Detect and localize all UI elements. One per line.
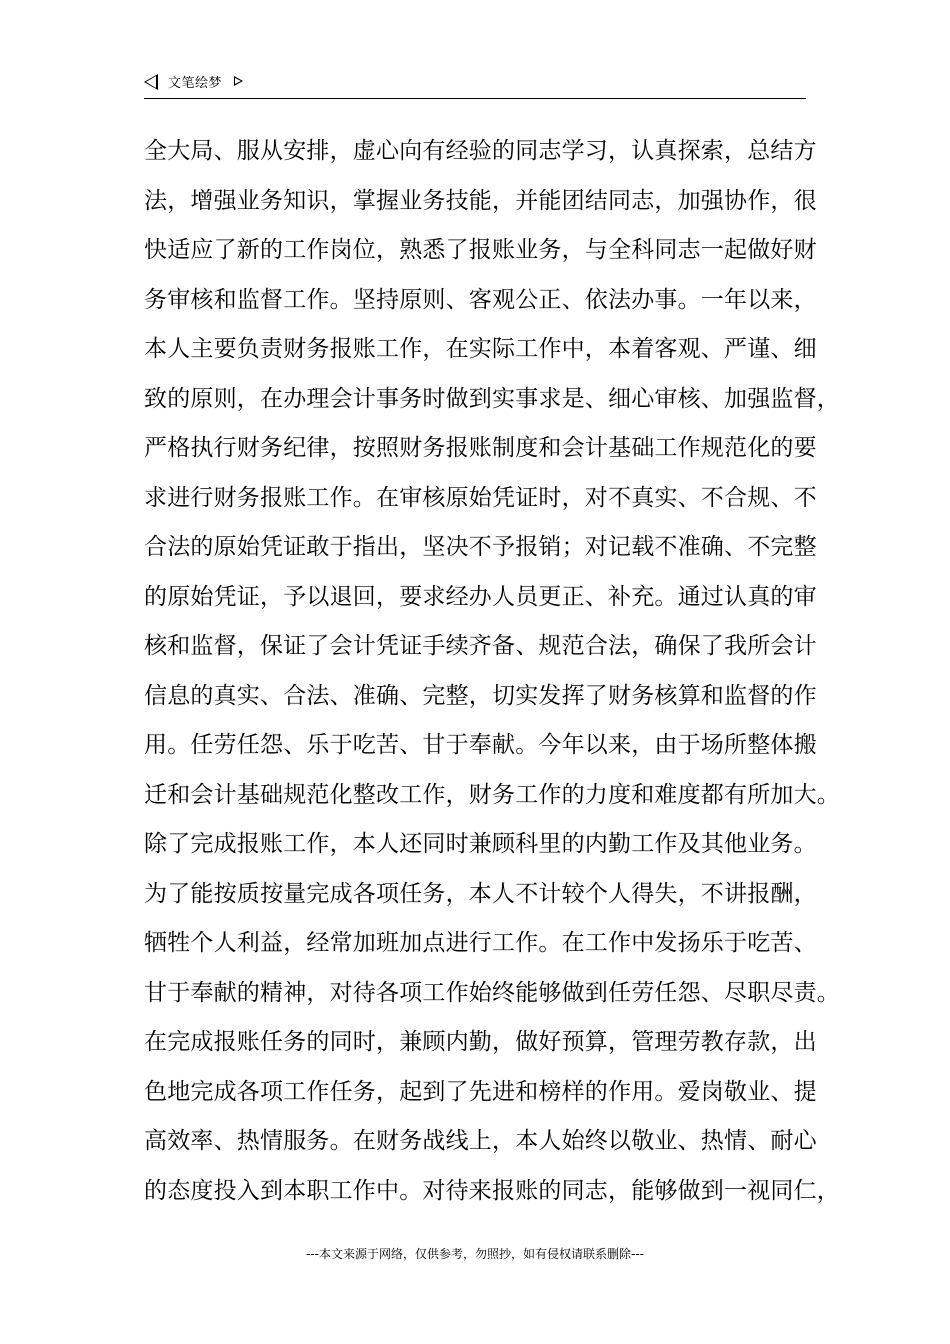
body-line: 为了能按质按量完成各项任务，本人不计较个人得失，不讲报酬， — [144, 880, 817, 907]
triangle-right-icon — [234, 76, 243, 86]
body-line: 严格执行财务纪律，按照财务报账制度和会计基础工作规范化的要 — [144, 435, 817, 461]
body-line: 核和监督，保证了会计凭证手续齐备、规范合法，确保了我所会计 — [144, 633, 817, 659]
body-line: 本人主要负责财务报账工作，在实际工作中，本着客观、严谨、细 — [144, 336, 817, 362]
body-line: 除了完成报账工作，本人还同时兼顾科里的内勤工作及其他业务。 — [144, 831, 817, 857]
body-line: 甘于奉献的精神，对待各项工作始终能够做到任劳任怨、尽职尽责。 — [144, 979, 840, 1006]
body-line: 法，增强业务知识，掌握业务技能，并能团结同志，加强协作，很 — [144, 187, 817, 214]
page-header — [144, 72, 806, 99]
body-line: 求进行财务报账工作。在审核原始凭证时，对不真实、不合规、不 — [144, 484, 817, 511]
body-line: 的态度投入到本职工作中。对待来报账的同志，能够做到一视同仁， — [144, 1177, 840, 1204]
body-line: 迁和会计基础规范化整改工作，财务工作的力度和难度都有所加大。 — [144, 781, 840, 808]
document-body — [144, 133, 840, 1222]
body-line: 色地完成各项工作任务，起到了先进和榜样的作用。爱岗敬业、提 — [144, 1078, 817, 1105]
body-line: 牺牲个人利益，经常加班加点进行工作。在工作中发扬乐于吃苦、 — [144, 930, 817, 956]
footer-notice: ---本文来源于网络，仅供参考，勿照抄，如有侵权请联系删除--- — [306, 1247, 644, 1261]
body-line: 合法的原始凭证敢于指出，坚决不予报销；对记载不准确、不完整 — [144, 534, 817, 560]
body-line: 务审核和监督工作。坚持原则、客观公正、依法办事。一年以来， — [144, 286, 817, 313]
body-line: 用。任劳任怨、乐于吃苦、甘于奉献。今年以来，由于场所整体搬 — [144, 732, 817, 758]
body-line: 全大局、服从安排，虚心向有经验的同志学习，认真探索，总结方 — [144, 138, 817, 164]
triangle-left-icon — [144, 74, 158, 90]
body-line: 信息的真实、合法、准确、完整，切实发挥了财务核算和监督的作 — [144, 682, 817, 709]
body-line: 在完成报账任务的同时，兼顾内勤，做好预算，管理劳教存款，出 — [144, 1029, 817, 1055]
body-line: 快适应了新的工作岗位，熟悉了报账业务，与全科同志一起做好财 — [144, 237, 817, 263]
header-brand: 文笔绘梦 — [168, 76, 223, 91]
body-line: 高效率、热情服务。在财务战线上，本人始终以敬业、热情、耐心 — [144, 1128, 817, 1154]
body-line: 的原始凭证，予以退回，要求经办人员更正、补充。通过认真的审 — [144, 583, 817, 610]
body-line: 致的原则，在办理会计事务时做到实事求是、细心审核、加强监督， — [144, 385, 840, 412]
